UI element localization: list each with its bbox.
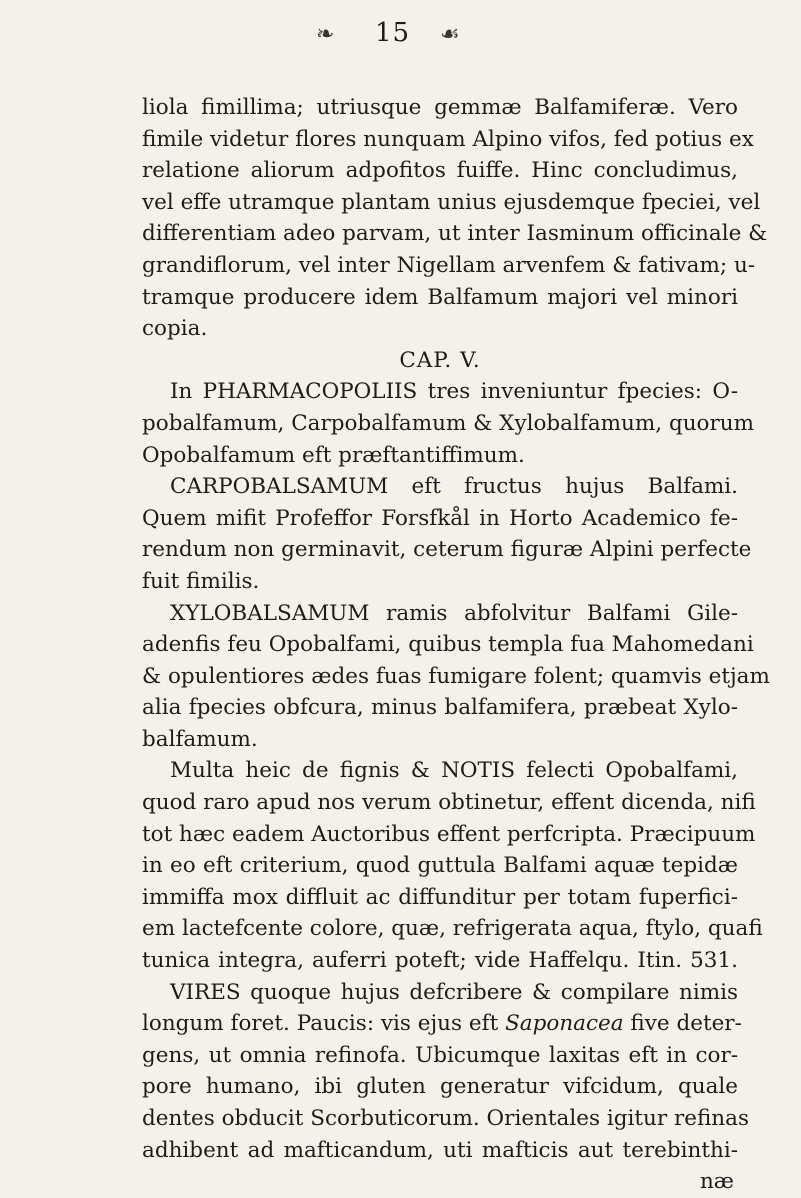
text-line: tot hæc eadem Auctoribus effent perfcripta. Præcipuum [142, 821, 756, 847]
text-line: differentiam adeo parvam, ut inter Iasminum officinale & [142, 221, 768, 247]
text-line: quod raro apud nos verum obtinetur, effent dicenda, nifi [142, 790, 756, 816]
text-line: fimile videtur flores nunquam Alpino vifos, fed potius ex [142, 126, 754, 152]
fleuron-right-icon: ☙ [440, 22, 460, 47]
text-line: alia fpecies obfcura, minus balfamifera, præbeat Xylo- [142, 695, 738, 721]
text-body [142, 92, 770, 1198]
page-number: 15 [375, 18, 411, 48]
text-line: pore humano, ibi gluten generatur vifcidum, quale [142, 1074, 738, 1100]
text-line: adenfis feu Opobalfami, quibus templa fua Mahomedani [142, 632, 754, 658]
text-line: dentes obducit Scorbuticorum. Orientales igitur refinas [142, 1106, 749, 1131]
text-line: longum foret. Paucis: vis ejus eft Saponacea five deter- [142, 1011, 742, 1037]
text-line: liola fimillima; utriusque gemmæ Balfamiferæ. Vero [142, 95, 738, 120]
text-line: CARPOBALSAMUM eft fructus hujus Balfami. [170, 474, 738, 500]
text-line: in eo eft criterium, quod guttula Balfami aquæ tepidæ [142, 853, 738, 879]
text-line: fuit fimilis. [142, 568, 260, 594]
text-line: & opulentiores ædes fuas fumigare folent; quamvis etjam [142, 663, 770, 689]
text-line: VIRES quoque hujus defcribere & compilare nimis [170, 979, 738, 1005]
text-line: copia. [142, 316, 208, 342]
text-line: pobalfamum, Carpobalfamum & Xylobalfamum, quorum [142, 410, 755, 436]
text-line: adhibent ad mafticandum, uti mafticis aut terebinthi- [142, 1137, 738, 1163]
text-line: In PHARMACOPOLIIS tres inveniuntur fpecies: O- [170, 379, 738, 405]
catchword: næ [699, 1169, 734, 1195]
text-line: gens, ut omnia refinofa. Ubicumque laxitas eft in cor- [142, 1042, 738, 1068]
text-line: Opobalfamum eft præftantiffimum. [142, 442, 525, 468]
emphasis: Saponacea [505, 1011, 624, 1037]
text-line: XYLOBALSAMUM ramis abfolvitur Balfami Gile- [170, 600, 738, 626]
text-line: Multa heic de fignis & NOTIS felecti Opobalfami, [170, 758, 738, 784]
text-line: balfamum. [142, 726, 258, 752]
text-line: tramque producere idem Balfamum majori vel minori [142, 284, 738, 310]
text-line: em lactefcente colore, quæ, refrigerata aqua, ftylo, quafi [142, 916, 763, 942]
text-line: rendum non germinavit, ceterum figuræ Alpini perfecte [142, 537, 752, 563]
page-header [0, 10, 801, 62]
text-line: immiffa mox diffluit ac diffunditur per totam fuperfici- [142, 884, 738, 910]
chapter-heading: CAP. V. [399, 347, 481, 373]
text-line: relatione aliorum adpofitos fuiffe. Hinc concludimus, [142, 158, 738, 184]
text-line: grandiflorum, vel inter Nigellam arvenfem & fativam; u- [142, 252, 756, 278]
text-line: vel effe utramque plantam unius ejusdemque fpeciei, vel [142, 189, 761, 215]
text-line: Quem mifit Profeffor Forsfkål in Horto Academico fe- [142, 505, 738, 531]
text-line: tunica integra, auferri poteft; vide Haffelqu. Itin. 531. [142, 948, 738, 974]
fleuron-left-icon: ❧ [316, 22, 335, 47]
